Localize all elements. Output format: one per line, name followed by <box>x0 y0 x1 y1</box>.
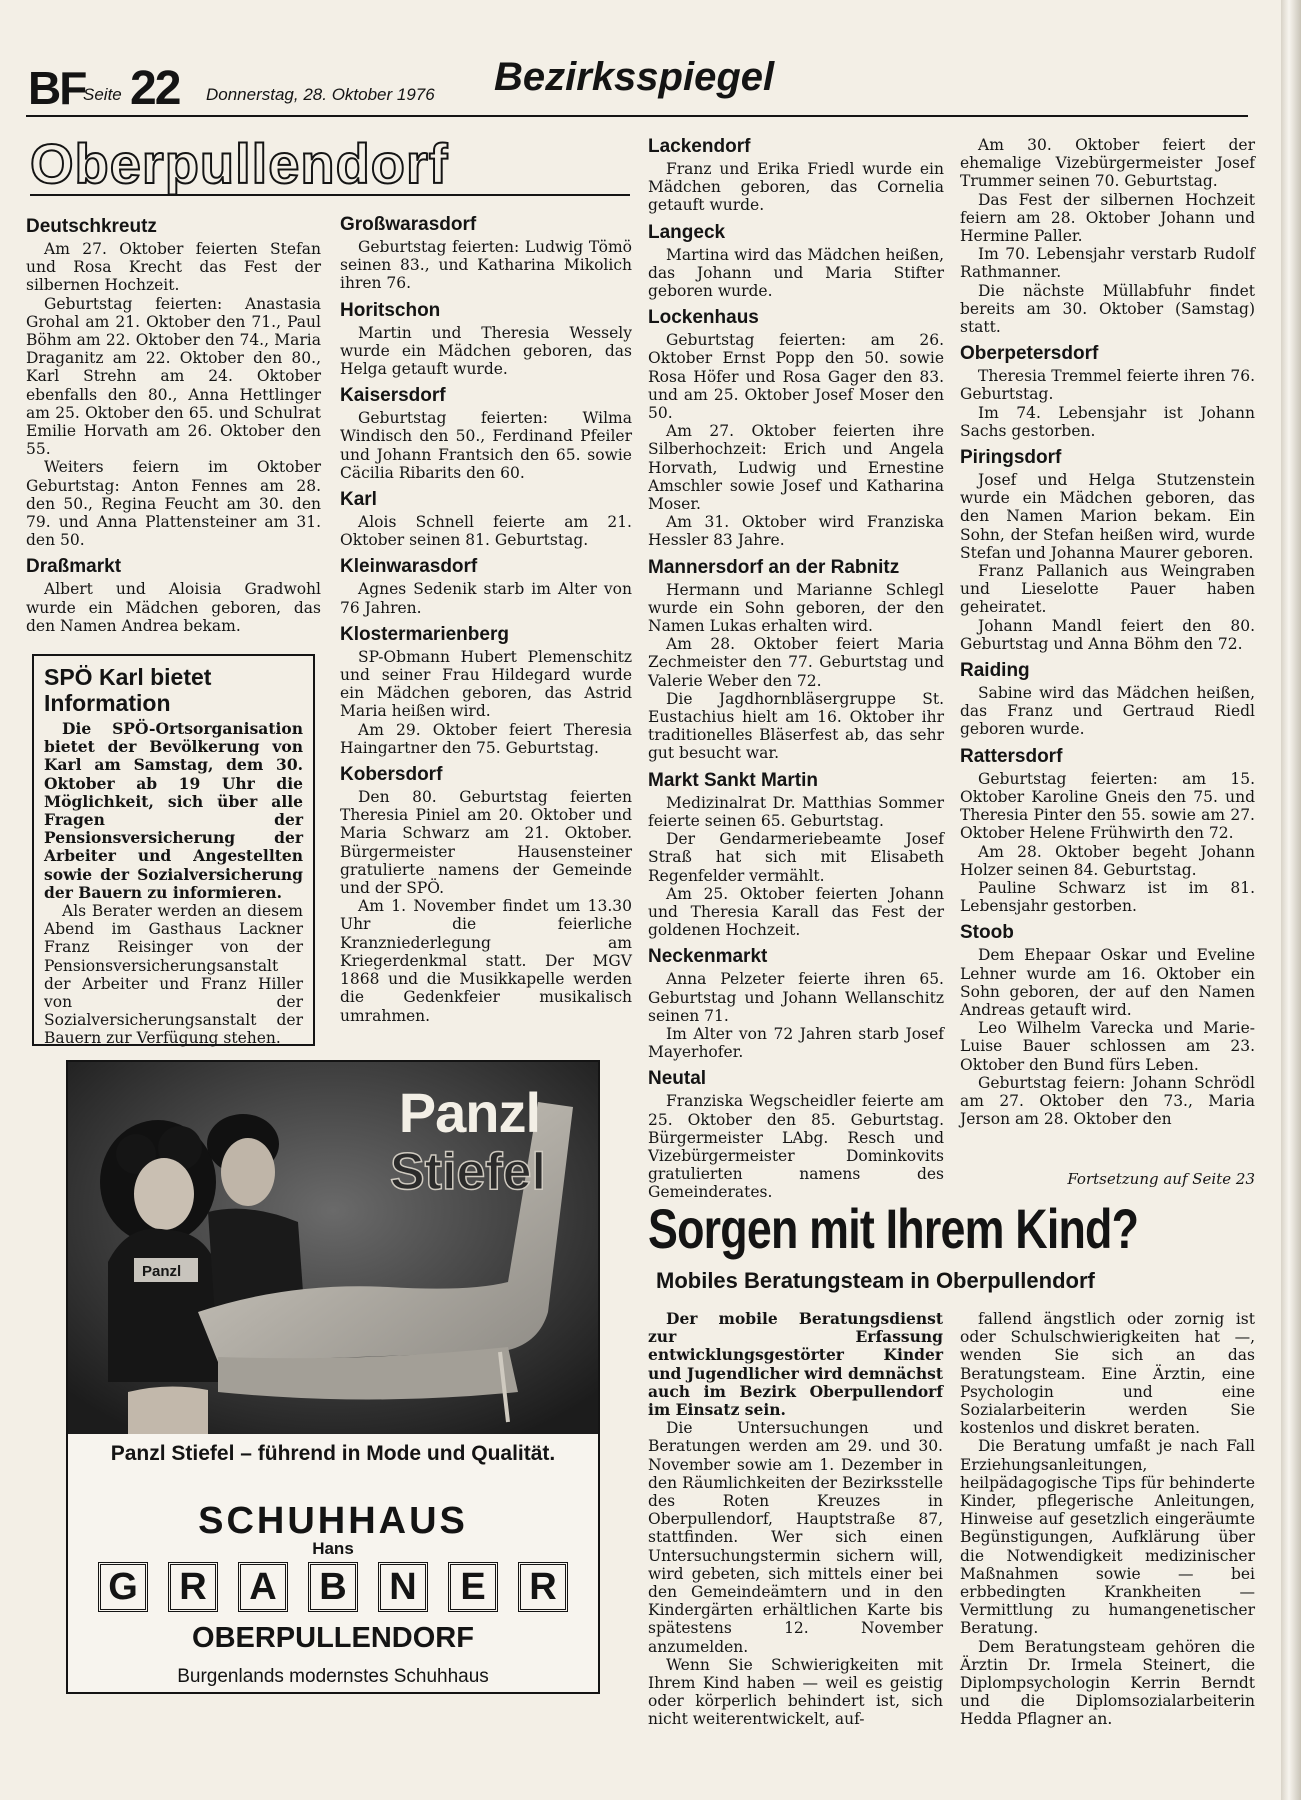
news-paragraph: SP-Obmann Hubert Plemenschitz und seiner Frau Hildegard wurde ein Mädchen geboren, das Astrid Maria heißen wird. <box>340 647 632 721</box>
news-paragraph: Im 74. Lebensjahr ist Johann Sachs gestorben. <box>960 403 1255 440</box>
place-heading: Kaisersdorf <box>340 385 446 407</box>
news-paragraph: Geburtstag feierten: am 26. Oktober Ernst Popp den 50. sowie Rosa Höfer und Rosa Gager den 83. und am 25. Oktober Josef Moser den 50. <box>648 331 944 423</box>
ad-tagline: Panzl Stiefel – führend in Mode und Qualität. <box>110 1442 556 1465</box>
place-heading: Lockenhaus <box>648 307 759 329</box>
page-number: 22 <box>130 62 180 115</box>
ad-brand-stiefel: Stiefel <box>389 1143 546 1201</box>
place-heading: Raiding <box>960 660 1030 682</box>
news-paragraph: Geburtstag feierten: Ludwig Tömö seinen 83., und Katharina Mikolich ihren 76. <box>340 238 632 293</box>
news-paragraph: Das Fest der silbernen Hochzeit feiern am 28. Oktober Johann und Hermine Paller. <box>960 190 1255 246</box>
news-paragraph: Weiters feiern im Oktober Geburtstag: Anton Fennes am 28. den 50., Regina Feucht am 30. den 79. und Anna Plattensteiner am 31. den 50. <box>26 458 321 550</box>
sorgen-subheadline: Mobiles Beratungsteam in Oberpullendorf <box>656 1268 1095 1293</box>
shirt-logo: Panzl <box>142 1263 182 1280</box>
spo-info-box <box>32 654 315 1046</box>
column-4 <box>960 136 1255 1128</box>
news-paragraph: Sabine wird das Mädchen heißen, das Franz und Gertraud Riedl geboren wurde. <box>960 684 1255 739</box>
ad-slogan: Burgenlands modernstes Schuhhaus <box>177 1666 489 1687</box>
news-paragraph: Martin und Theresia Wessely wurde ein Mädchen geboren, das Helga getauft wurde. <box>340 323 632 379</box>
place-heading: Draßmarkt <box>26 556 122 578</box>
news-paragraph: Hermann und Marianne Schlegl wurde ein Sohn geboren, der den Namen Lukas erhalten wird. <box>648 580 944 636</box>
news-paragraph: Im Alter von 72 Jahren starb Josef Mayerhofer. <box>648 1024 944 1062</box>
news-paragraph: Pauline Schwarz ist im 81. Lebensjahr gestorben. <box>960 878 1255 916</box>
place-heading: Kleinwarasdorf <box>340 556 478 578</box>
news-paragraph: Anna Pelzeter feierte ihren 65. Geburtstag und Johann Wellanschitz seinen 71. <box>648 970 944 1025</box>
district-title: Oberpullendorf <box>30 134 630 196</box>
news-paragraph: Am 30. Oktober feiert der ehemalige Vizebürgermeister Josef Trummer seinen 70. Geburtstag. <box>960 136 1255 191</box>
spo-box-lead: Die SPÖ-Ortsorganisation bietet der Bevölkerung von Karl am Samstag, dem 30. Oktober ab 19 Uhr die Möglichkeit, sich über alle Fragen der Pensionsversicherung der Arbeiter und Angestellten sowie der Sozialversicherung der Bauern zu informieren. <box>44 719 303 902</box>
ad-letter-tile: R <box>168 1562 218 1612</box>
news-paragraph: Wenn Sie Schwierigkeiten mit Ihrem Kind haben — weil es geistig oder körperlich behindert ist, sich nicht weiterentwickelt, auf- <box>648 1655 943 1729</box>
column-1 <box>26 216 321 635</box>
place-heading: Horitschon <box>340 299 441 321</box>
news-paragraph: Den 80. Geburtstag feierten Theresia Piniel am 20. Oktober und Maria Schwarz am 21. Oktober. Bürgermeister Hausensteiner gratulierte namens der Gemeinde und der SPÖ. <box>340 788 632 898</box>
news-paragraph: Josef und Helga Stutzenstein wurde ein Mädchen geboren, das den Namen Marion bekam. Ein Sohn, der Stefan heißen wird, wurde Stefan und Johanna Maurer geboren. <box>960 471 1255 562</box>
ad-photo <box>68 1062 598 1434</box>
news-paragraph: Am 28. Oktober begeht Johann Holzer seinen 84. Geburtstag. <box>960 842 1255 879</box>
ad-letter-tile: R <box>518 1562 568 1612</box>
place-heading: Lackendorf <box>648 136 751 157</box>
page-label: Seite <box>83 85 122 104</box>
column-2 <box>340 214 632 1025</box>
news-paragraph: Die Jagdhornbläsergruppe St. Eustachius hielt am 16. Oktober ihr traditionelles Bläserfest ab, das sehr gut besucht war. <box>648 689 944 763</box>
news-paragraph: Geburtstag feierten: am 15. Oktober Karoline Gneis den 75. und Theresia Pinter den 55. sowie am 27. Oktober Helene Frühwirth den 72. <box>960 769 1255 843</box>
news-paragraph: Dem Beratungsteam gehören die Ärztin Dr. Irmela Steinert, die Diplompsychologin Kerrin Berndt und die Diplomsozialarbeiterin Hedda Pflagner an. <box>960 1637 1255 1729</box>
news-paragraph: Geburtstag feierten: Anastasia Grohal am 21. Oktober den 71., Paul Böhm am 22. Oktober den 74., Maria Draganitz am 22. Oktober den 80., Karl Strehn am 24. Oktober ebenfalls den 80., Anna Hettlinger am 25. Oktober den 65. und Schulrat Emilie Horvath am 26. Oktober den 55. <box>26 294 321 459</box>
place-heading: Rattersdorf <box>960 745 1063 767</box>
news-paragraph: Am 27. Oktober feierten Stefan und Rosa Krecht das Fest der silbernen Hochzeit. <box>26 240 321 295</box>
column-3 <box>648 136 944 1202</box>
news-paragraph: Martina wird das Mädchen heißen, das Johann und Maria Stifter geboren wurde. <box>648 245 944 301</box>
ad-store-name: SCHUHHAUS <box>198 1500 468 1542</box>
news-paragraph: Am 29. Oktober feiert Theresia Haingartner den 75. Geburtstag. <box>340 720 632 757</box>
news-paragraph: Franz Pallanich aus Weingraben und Lieselotte Pauer haben geheiratet. <box>960 562 1255 617</box>
place-heading: Mannersdorf an der Rabnitz <box>648 556 900 578</box>
news-paragraph: Die Untersuchungen und Beratungen werden am 29. und 30. November sowie am 1. Dezember in den Räumlichkeiten der Bezirksstelle des Roten Kreuzes in Oberpullendorf, Hauptstraße 87, stattfinden. Wer sich einen Untersuchungstermin sichern will, wird gebeten, sich mittels einer bei den Gemeindeämtern und in den Kindergärten erhältlichen Karte bis spätestens 12. November anzumelden. <box>648 1419 943 1656</box>
paper-logo: BF <box>28 62 86 114</box>
news-paragraph: Geburtstag feierten: Wilma Windisch den 50., Ferdinand Pfeiler und Johann Frantsich den 65. sowie Cäcilia Ribarits den 60. <box>340 409 632 482</box>
masthead <box>26 55 1248 117</box>
news-paragraph: Alois Schnell feierte am 21. Oktober seinen 81. Geburtstag. <box>340 513 632 550</box>
page-edge <box>1281 0 1301 1800</box>
news-paragraph: Franziska Wegscheidler feierte am 25. Oktober den 85. Geburtstag. Bürgermeister LAbg. Resch und Vizebürgermeister Dominkovits gratulierten namens des Gemeinderates. <box>648 1092 944 1202</box>
ad-grabner-letters <box>98 1562 568 1616</box>
news-paragraph: Am 28. Oktober feiert Maria Zechmeister den 77. Geburtstag und Valerie Weber den 72. <box>648 635 944 690</box>
ad-brand-panzl: Panzl <box>398 1081 540 1144</box>
sorgen-column-right <box>960 1310 1255 1729</box>
news-paragraph: Medizinalrat Dr. Matthias Sommer feierte seinen 65. Geburtstag. <box>648 793 944 830</box>
news-paragraph: Dem Ehepaar Oskar und Eveline Lehner wurde am 16. Oktober ein Sohn geboren, der auf den Namen Andreas getauft wird. <box>960 946 1255 1019</box>
spo-box-body: Als Berater werden an diesem Abend im Gasthaus Lackner Franz Reisinger von der Pensionsversicherungsanstalt der Arbeiter und Franz Hiller von der Sozialversicherungsanstalt der Bauern zur Verfügung stehen. <box>44 902 303 1048</box>
news-paragraph: Johann Mandl feiert den 80. Geburtstag und Anna Böhm den 72. <box>960 616 1255 653</box>
section-title: Bezirksspiegel <box>494 55 775 99</box>
news-paragraph: Geburtstag feiern: Johann Schrödl am 27. Oktober den 73., Maria Jerson am 28. Oktober den <box>960 1073 1255 1129</box>
news-paragraph: Der Gendarmeriebeamte Josef Straß hat sich mit Elisabeth Regenfelder vermählt. <box>648 830 944 885</box>
ad-owner-firstname: Hans <box>312 1539 354 1558</box>
sorgen-headline: Sorgen mit Ihrem Kind? <box>648 1197 1139 1260</box>
news-paragraph: Am 27. Oktober feierten ihre Silberhochzeit: Erich und Angela Horvath, Ludwig und Ernestine Amschler sowie Josef und Katharina Moser. <box>648 422 944 514</box>
place-heading: Kobersdorf <box>340 764 443 786</box>
news-paragraph: fallend ängstlich oder zornig ist oder Schulschwierigkeiten hat —, wenden Sie sich an das Beratungsteam. Eine Ärztin, eine Psychologin und eine Sozialarbeiterin werden Sie kostenlos und diskret beraten. <box>960 1310 1255 1438</box>
place-heading: Klostermarienberg <box>340 623 509 645</box>
ad-letter-tile: E <box>448 1562 498 1612</box>
news-paragraph: Am 1. November findet um 13.30 Uhr die feierliche Kranzniederlegung am Kriegerdenkmal statt. Der MGV 1868 und die Musikkapelle werden die Gedenkfeier musikalisch umrahmen. <box>340 897 632 1025</box>
news-paragraph: Leo Wilhelm Varecka und Marie-Luise Bauer schlossen am 23. Oktober den Bund fürs Leben. <box>960 1019 1255 1074</box>
sorgen-lead: Der mobile Beratungsdienst zur Erfassung entwicklungsgestörter Kinder und Jugendlicher wird demnächst auch im Bezirk Oberpullendorf im Einsatz sein. <box>648 1309 943 1420</box>
news-paragraph: Die nächste Müllabfuhr findet bereits am 30. Oktober (Samstag) statt. <box>960 281 1255 337</box>
news-paragraph: Franz und Erika Friedl wurde ein Mädchen geboren, das Cornelia getauft wurde. <box>648 160 944 215</box>
place-heading: Oberpetersdorf <box>960 343 1099 365</box>
place-heading: Neutal <box>648 1068 707 1090</box>
place-heading: Piringsdorf <box>960 447 1062 469</box>
news-paragraph: Die Beratung umfaßt je nach Fall Erziehungsanleitungen, heilpädagogische Tips für behinderte Kinder, pflegerische Anleitungen, Hinweise auf gesetzlich eingeräumte Begünstigungen, Aufklärung über die Notwendigkeit medizinischer Maßnahmen sowie — bei erbbedingten Krankheiten — Vermittlung zu humangenetischer Beratung. <box>960 1437 1255 1638</box>
continued-note: Fortsetzung auf Seite 23 <box>1067 1170 1255 1188</box>
ad-city: OBERPULLENDORF <box>192 1622 474 1654</box>
place-heading: Neckenmarkt <box>648 946 768 968</box>
news-paragraph: Albert und Aloisia Gradwohl wurde ein Mädchen geboren, das den Namen Andrea bekam. <box>26 580 321 635</box>
place-heading: Stoob <box>960 922 1014 944</box>
place-heading: Deutschkreutz <box>26 216 157 237</box>
news-paragraph: Am 25. Oktober feierten Johann und Theresia Karall das Fest der goldenen Hochzeit. <box>648 884 944 940</box>
ad-letter-tile: A <box>238 1562 288 1612</box>
place-heading: Karl <box>340 489 377 511</box>
news-paragraph: Theresia Tremmel feierte ihren 76. Geburtstag. <box>960 367 1255 404</box>
sorgen-column-left <box>648 1310 943 1729</box>
place-heading: Markt Sankt Martin <box>648 769 818 791</box>
news-paragraph: Im 70. Lebensjahr verstarb Rudolf Rathmanner. <box>960 245 1255 282</box>
place-heading: Großwarasdorf <box>340 214 477 235</box>
ad-letter-tile: N <box>378 1562 428 1612</box>
place-heading: Langeck <box>648 221 726 243</box>
ad-letter-tile: B <box>308 1562 358 1612</box>
spo-box-title: SPÖ Karl bietet Information <box>44 664 212 716</box>
panzl-advertisement <box>66 1060 600 1694</box>
news-paragraph: Agnes Sedenik starb im Alter von 76 Jahren. <box>340 580 632 617</box>
ad-letter-tile: G <box>98 1562 148 1612</box>
issue-date: Donnerstag, 28. Oktober 1976 <box>206 85 435 104</box>
news-paragraph: Am 31. Oktober wird Franziska Hessler 83 Jahre. <box>648 513 944 550</box>
